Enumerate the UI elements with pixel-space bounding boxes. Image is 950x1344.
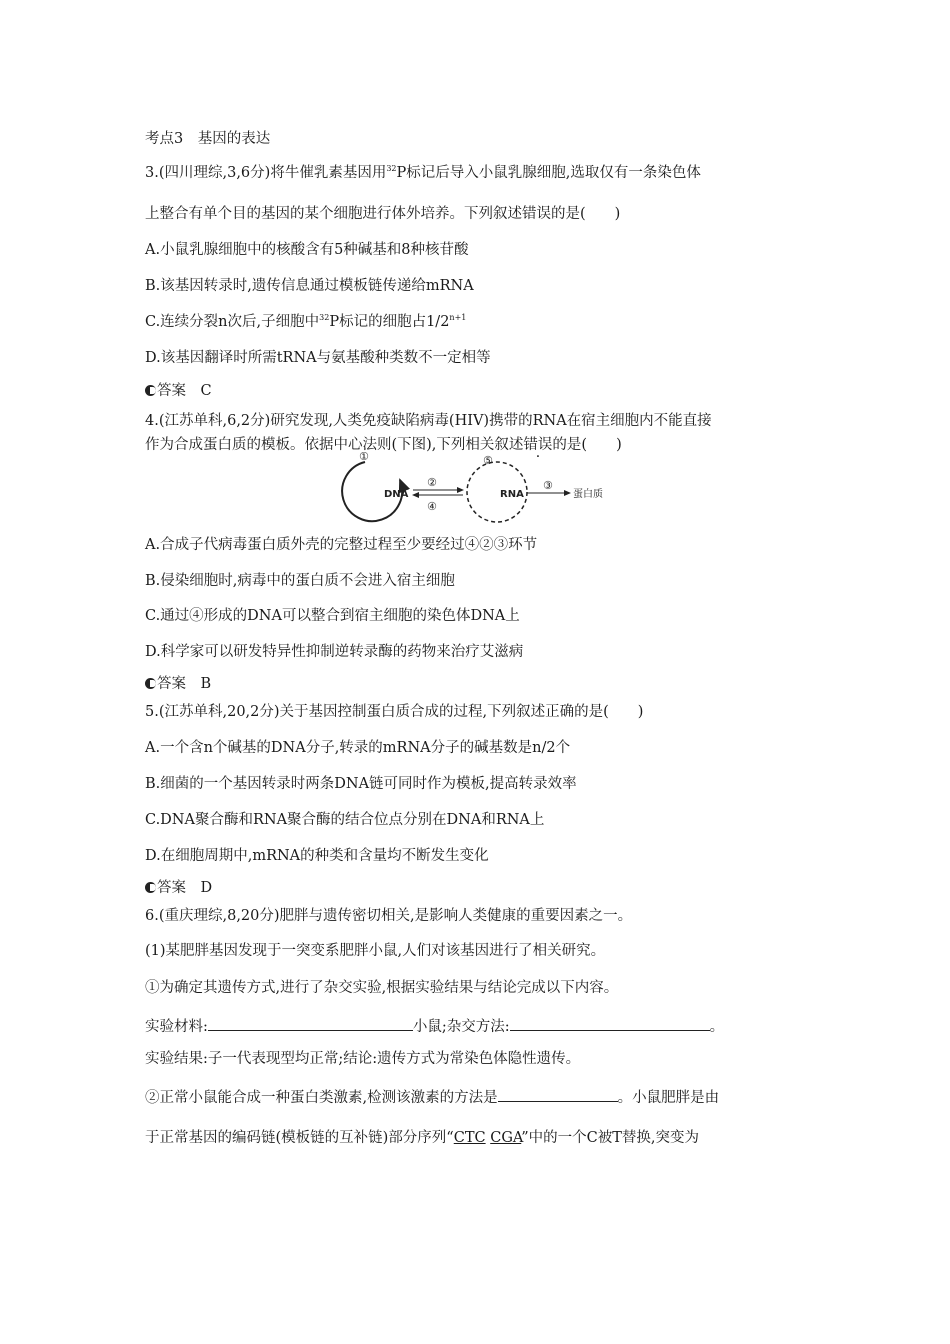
sequence-part-2: CGA bbox=[490, 1130, 522, 1146]
central-dogma-diagram bbox=[335, 452, 625, 527]
label-3: ③ bbox=[543, 479, 553, 492]
q6-material-line: 实验材料: 小鼠;杂交方法: 。 bbox=[145, 1016, 724, 1036]
answer-icon bbox=[145, 678, 156, 689]
label-1: ① bbox=[359, 452, 369, 463]
q4-answer: 答案 B bbox=[145, 675, 211, 693]
q6-part1-item1: ①为确定其遗传方式,进行了杂交实验,根据实验结果与结论完成以下内容。 bbox=[145, 980, 619, 996]
q5-option-b: B.细菌的一个基因转录时两条DNA链可同时作为模板,提高转录效率 bbox=[145, 776, 577, 792]
q4-option-c: C.通过④形成的DNA可以整合到宿主细胞的染色体DNA上 bbox=[145, 608, 520, 624]
q4-option-d: D.科学家可以研发特异性抑制逆转录酶的药物来治疗艾滋病 bbox=[145, 644, 524, 660]
q3-stem-line2: 上整合有单个目的基因的某个细胞进行体外培养。下列叙述错误的是( ) bbox=[145, 206, 621, 222]
q3-option-b: B.该基因转录时,遗传信息通过模板链传递给mRNA bbox=[145, 278, 474, 294]
q3-option-d: D.该基因翻译时所需tRNA与氨基酸种类数不一定相等 bbox=[145, 350, 491, 366]
material-blank[interactable] bbox=[208, 1016, 413, 1031]
q3-answer-value: C bbox=[200, 383, 212, 399]
q5-answer: 答案 D bbox=[145, 879, 212, 897]
section-title: 考点3 基因的表达 bbox=[145, 131, 271, 147]
answer-icon bbox=[145, 385, 156, 396]
q4-option-a: A.合成子代病毒蛋白质外壳的完整过程至少要经过④②③环节 bbox=[145, 537, 538, 553]
sequence-part-1: CTC bbox=[453, 1130, 486, 1146]
q6-stem: 6.(重庆理综,8,20分)肥胖与遗传密切相关,是影响人类健康的重要因素之一。 bbox=[145, 908, 633, 924]
cross-method-blank[interactable] bbox=[510, 1016, 710, 1031]
q6-part1: (1)某肥胖基因发现于一突变系肥胖小鼠,人们对该基因进行了相关研究。 bbox=[145, 943, 606, 959]
q3-option-c: C.连续分裂n次后,子细胞中$^{32}$P标记的细胞占$1/2^{n+1}$ bbox=[145, 313, 467, 330]
q5-stem: 5.(江苏单科,20,2分)关于基因控制蛋白质合成的过程,下列叙述正确的是( ) bbox=[145, 704, 644, 720]
q4-stem-line2: 作为合成蛋白质的模板。依据中心法则(下图),下列相关叙述错误的是( ) bbox=[145, 437, 622, 453]
label-2: ② bbox=[427, 476, 437, 489]
q5-answer-value: D bbox=[200, 880, 213, 896]
label-rna: RNA bbox=[500, 489, 524, 500]
q6-result-line: 实验结果:子一代表现型均正常;结论:遗传方式为常染色体隐性遗传。 bbox=[145, 1051, 581, 1067]
q5-option-d: D.在细胞周期中,mRNA的种类和含量均不断发生变化 bbox=[145, 848, 489, 864]
q3-stem-line1: 3.(四川理综,3,6分)将牛催乳素基因用$^{32}$P标记后导入小鼠乳腺细胞,选取仅有一条染色体 bbox=[145, 164, 701, 181]
q6-part1-item2: ②正常小鼠能合成一种蛋白类激素,检测该激素的方法是 。小鼠肥胖是由 bbox=[145, 1087, 719, 1107]
q5-option-c: C.DNA聚合酶和RNA聚合酶的结合位点分别在DNA和RNA上 bbox=[145, 812, 545, 828]
label-protein: 蛋白质 bbox=[573, 489, 603, 500]
label-4: ④ bbox=[427, 500, 437, 513]
q4-option-b: B.侵染细胞时,病毒中的蛋白质不会进入宿主细胞 bbox=[145, 573, 455, 589]
label-dna: DNA bbox=[384, 489, 409, 500]
detection-method-blank[interactable] bbox=[498, 1087, 618, 1102]
q4-stem-line1: 4.(江苏单科,6,2分)研究发现,人类免疫缺陷病毒(HIV)携带的RNA在宿主细胞内不能直接 bbox=[145, 413, 712, 429]
q4-answer-value: B bbox=[200, 676, 212, 692]
q3-option-a: A.小鼠乳腺细胞中的核酸含有5种碱基和8种核苷酸 bbox=[145, 242, 469, 258]
q6-sequence-line: 于正常基因的编码链(模板链的互补链)部分序列“CTC CGA”中的一个C被T替换,突变为 bbox=[145, 1130, 700, 1146]
q3-answer: 答案 C bbox=[145, 382, 212, 400]
label-5: ⑤ bbox=[483, 454, 493, 467]
q5-option-a: A.一个含n个碱基的DNA分子,转录的mRNA分子的碱基数是n/2个 bbox=[145, 740, 571, 756]
answer-icon bbox=[145, 882, 156, 893]
